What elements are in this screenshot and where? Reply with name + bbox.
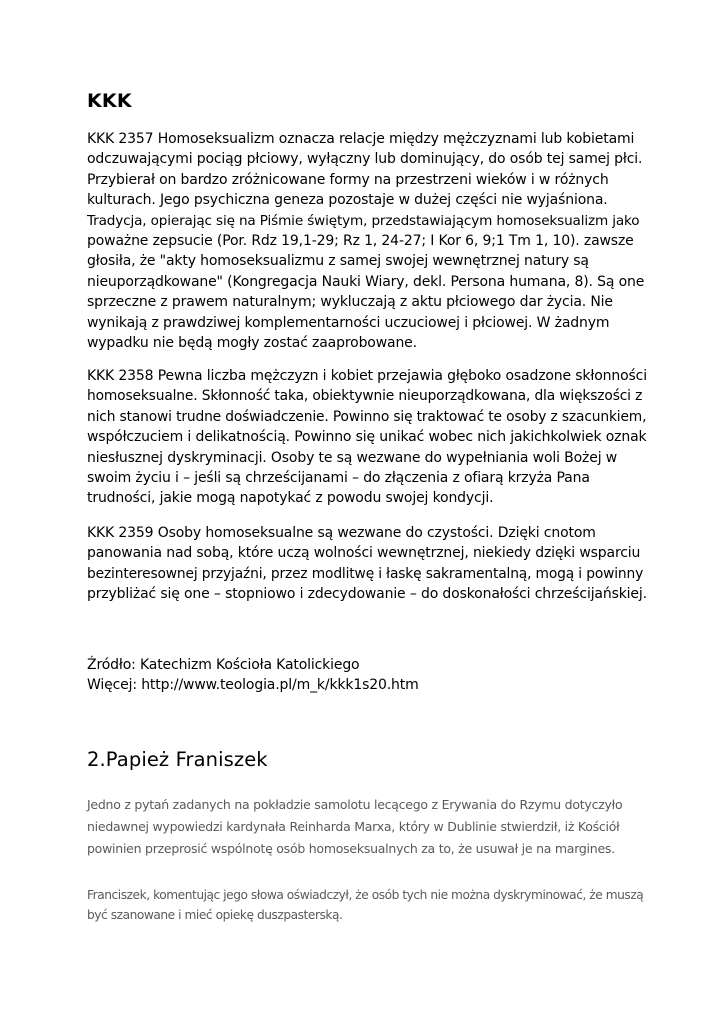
text-line: niesłusznej dyskryminacji. Osoby te są wezwane do wypełniania woli Bożej w bbox=[87, 449, 618, 466]
text-line: głosiła, że "akty homoseksualizmu z samej swojej wewnętrznej natury są bbox=[87, 253, 589, 270]
text-line: powinien przeprosić wspólnotę osób homoseksualnych za to, że usuwał je na margines. bbox=[87, 841, 615, 857]
text-line: kulturach. Jego psychiczna geneza pozostaje w dużej części nie wyjaśniona. bbox=[87, 192, 608, 209]
text-line: homoseksualne. Skłonność taka, obiektywnie nieuporządkowana, dla większości z bbox=[87, 388, 643, 405]
source-line: Źródło: Katechizm Kościoła Katolickiego bbox=[87, 657, 360, 673]
paragraph-pope-answer bbox=[87, 886, 647, 925]
text-line: trudności, jakie mogą napotykać z powodu swojej kondycji. bbox=[87, 490, 494, 507]
text-line: bezinteresownej przyjaźni, przez modlitwę i łaskę sakramentalną, mogą i powinny bbox=[87, 565, 644, 582]
text-line: Tradycja, opierając się na Piśmie świętym, przedstawiającym homoseksualizm jako bbox=[87, 212, 640, 229]
paragraph-kkk-2358 bbox=[87, 366, 647, 509]
paragraph-kkk-2357 bbox=[87, 129, 647, 353]
text-line: nieuporządkowane" (Kongregacja Nauki Wiary, dekl. Persona humana, 8). Są one bbox=[87, 273, 645, 290]
source-note bbox=[87, 655, 647, 696]
text-line: wynikają z prawdziwej komplementarności uczuciowej i płciowej. W żadnym bbox=[87, 314, 610, 331]
text-line: panowania nad sobą, które uczą wolności wewnętrznej, niekiedy dzięki wsparciu bbox=[87, 545, 641, 562]
section-heading-pope-francis: 2.Papież Franiszek bbox=[87, 748, 268, 771]
text-line: przybliżać się one – stopniowo i zdecydowanie – do doskonałości chrześcijańskiej. bbox=[87, 586, 647, 603]
paragraph-kkk-2359 bbox=[87, 523, 647, 605]
text-line: sprzeczne z prawem naturalnym; wykluczają z aktu płciowego dar życia. Nie bbox=[87, 294, 613, 311]
text-line: odczuwającymi pociąg płciowy, wyłączny lub dominujący, do osób tej samej płci. bbox=[87, 151, 643, 168]
text-line: wypadku nie będą mogły zostać zaaprobowane. bbox=[87, 335, 417, 352]
text-line: niedawnej wypowiedzi kardynała Reinharda Marxa, który w Dublinie stwierdził, iż Kościół bbox=[87, 819, 620, 835]
text-line: KKK 2358 Pewna liczba mężczyzn i kobiet przejawia głęboko osadzone skłonności bbox=[87, 368, 647, 384]
text-line: Jedno z pytań zadanych na pokładzie samolotu lecącego z Erywania do Rzymu dotyczyło bbox=[87, 797, 623, 812]
text-line: KKK 2357 Homoseksualizm oznacza relacje między mężczyznami lub kobietami bbox=[87, 131, 635, 147]
text-line: Przybierał on bardzo zróżnicowane formy na przestrzeni wieków i w różnych bbox=[87, 171, 609, 188]
text-line: Franciszek, komentując jego słowa oświadczył, że osób tych nie można dyskryminować, że muszą bbox=[87, 888, 644, 902]
text-line: współczuciem i delikatnością. Powinno się unikać wobec nich jakichkolwiek oznak bbox=[87, 429, 647, 446]
text-line: poważne zepsucie (Por. Rdz 19,1-29; Rz 1, 24-27; I Kor 6, 9;1 Tm 1, 10). zawsze bbox=[87, 233, 634, 250]
more-link-line: Więcej: http://www.teologia.pl/m_k/kkk1s20.htm bbox=[87, 677, 419, 694]
text-line: KKK 2359 Osoby homoseksualne są wezwane do czystości. Dzięki cnotom bbox=[87, 525, 596, 541]
paragraph-pope-question bbox=[87, 794, 647, 861]
text-line: swoim życiu i – jeśli są chrześcijanami – do złączenia z ofiarą krzyża Pana bbox=[87, 470, 590, 487]
section-heading-kkk: KKK bbox=[87, 90, 132, 112]
text-line: nich stanowi trudne doświadczenie. Powinno się traktować te osoby z szacunkiem, bbox=[87, 408, 647, 425]
text-line: być szanowane i mieć opiekę duszpasterską. bbox=[87, 907, 343, 922]
